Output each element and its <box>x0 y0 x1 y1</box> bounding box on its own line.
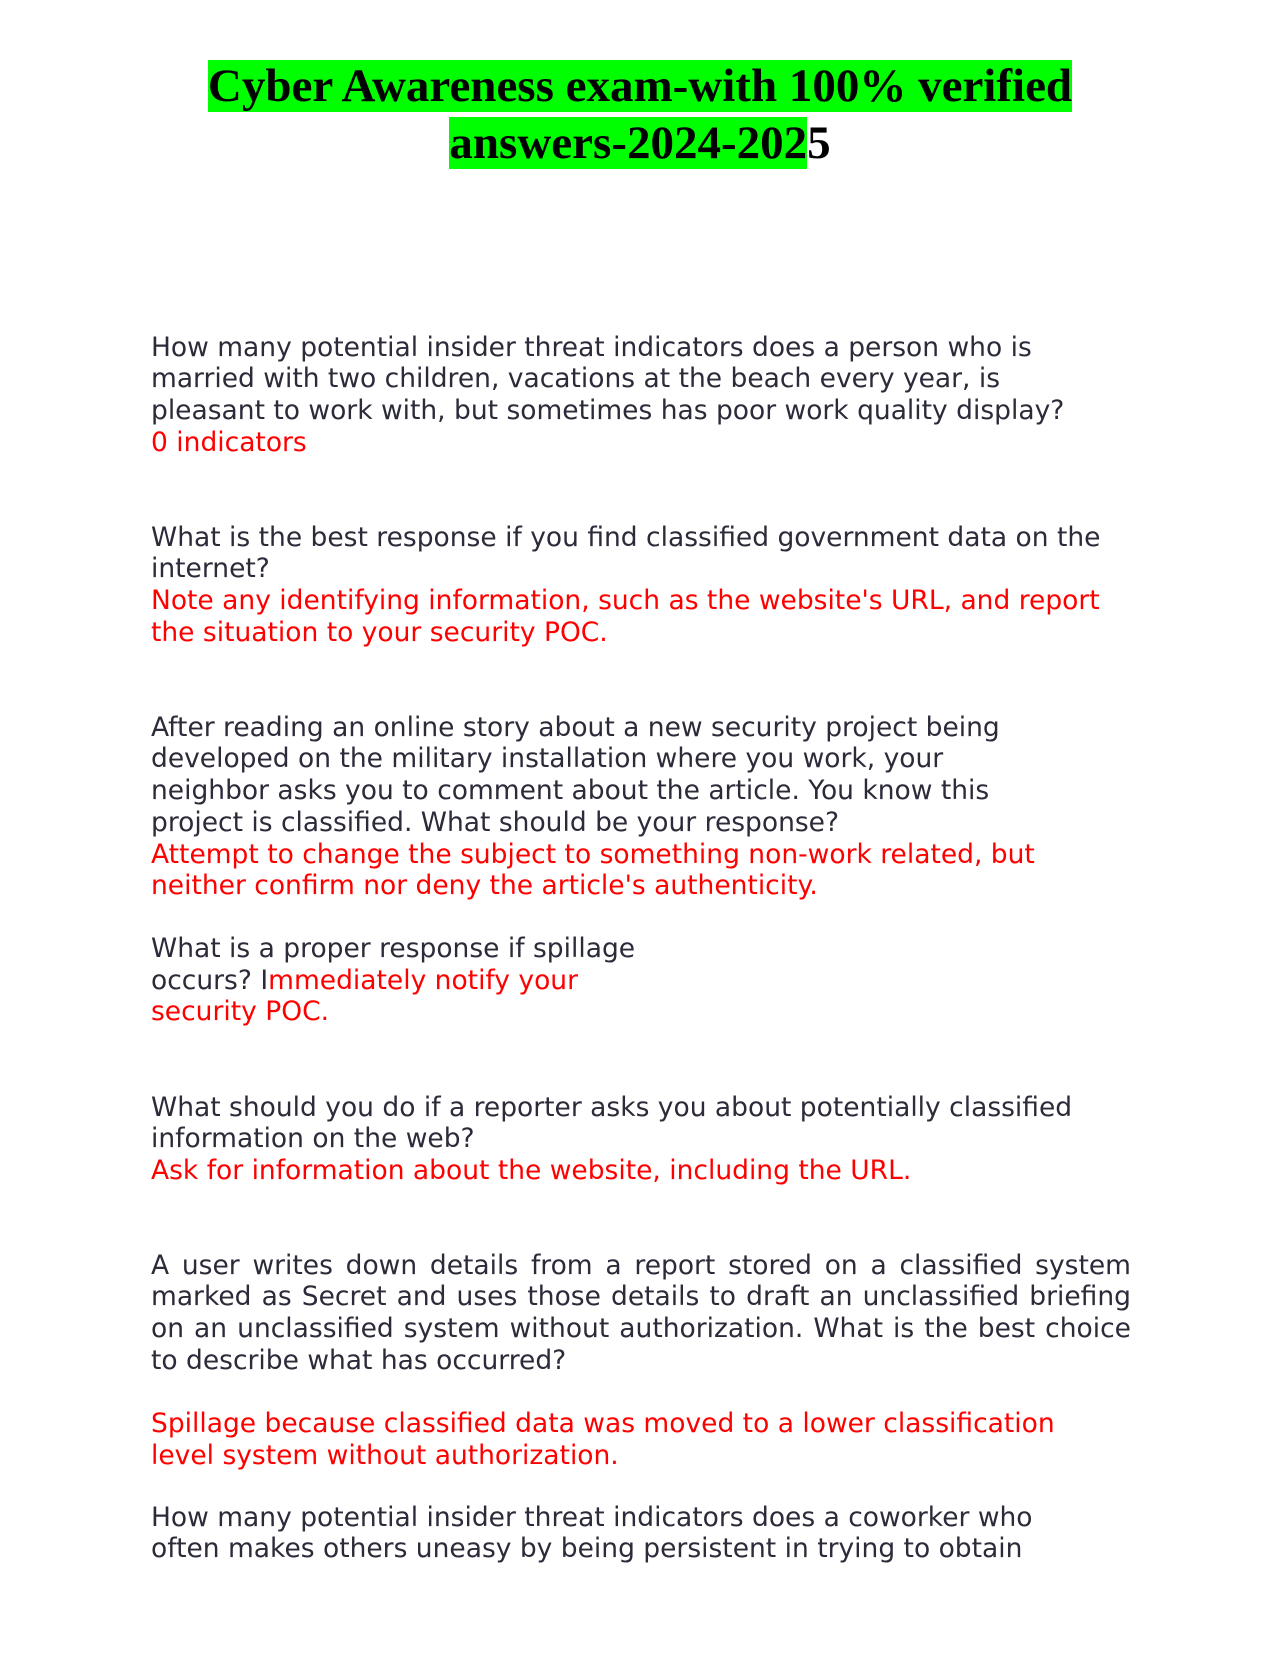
question-text: How many potential insider threat indicators does a person who is married with two children, vacations at the beach every year, is pleasant to work with, but sometimes has poor work quality display? <box>151 331 1065 427</box>
question-text: What is the best response if you find classified government data on the internet? <box>151 521 1101 585</box>
answer-text: Ask for information about the website, including the URL. <box>151 1155 912 1187</box>
answer-text: Note any identifying information, such as the website's URL, and report the situation to your security POC. <box>151 585 1100 648</box>
qa-block-6 <box>151 1218 1131 1472</box>
question-text: How many potential insider threat indicators does a coworker who often makes others uneasy by being persistent in trying to obtain <box>151 1501 1033 1565</box>
question-text: A user writes down details from a report stored on a classified system marked as Secret and uses those details to draft an unclassified briefing on an unclassified system without authorization. What is the best choice to describe what has occurred? <box>151 1249 1131 1376</box>
qa-block-5 <box>151 1060 1131 1187</box>
title-line-2-tail: 5 <box>807 117 831 169</box>
question-text: After reading an online story about a new security project being developed on the military installation where you work, your neighbor asks you to comment about the article. You know this project is classified. What should be your response? <box>151 711 1000 838</box>
answer-text: Spillage because classified data was moved to a lower classification level system without authorization. <box>151 1408 1055 1471</box>
qa-block-3 <box>151 680 1131 902</box>
question-text: What is a proper response if spillage occurs? I <box>151 933 636 996</box>
question-text: What should you do if a reporter asks you about potentially classified information on the web? <box>151 1091 1073 1155</box>
answer-text: 0 indicators <box>151 426 307 458</box>
qa-block-7 <box>151 1470 1131 1565</box>
title-line-2-highlighted: answers-2024-202 <box>449 117 808 169</box>
answer-text: mmediately notify your security POC. <box>151 964 578 1028</box>
title-line-1: Cyber Awareness exam-with 100% verified <box>207 60 1073 112</box>
document-title <box>0 58 1280 172</box>
qa-block-2 <box>151 490 1131 649</box>
qa-block-1 <box>151 300 1131 459</box>
answer-text: Attempt to change the subject to something non-work related, but neither confirm nor deny the article's authenticity. <box>151 838 1035 902</box>
qa-block-4 <box>151 933 1131 1028</box>
